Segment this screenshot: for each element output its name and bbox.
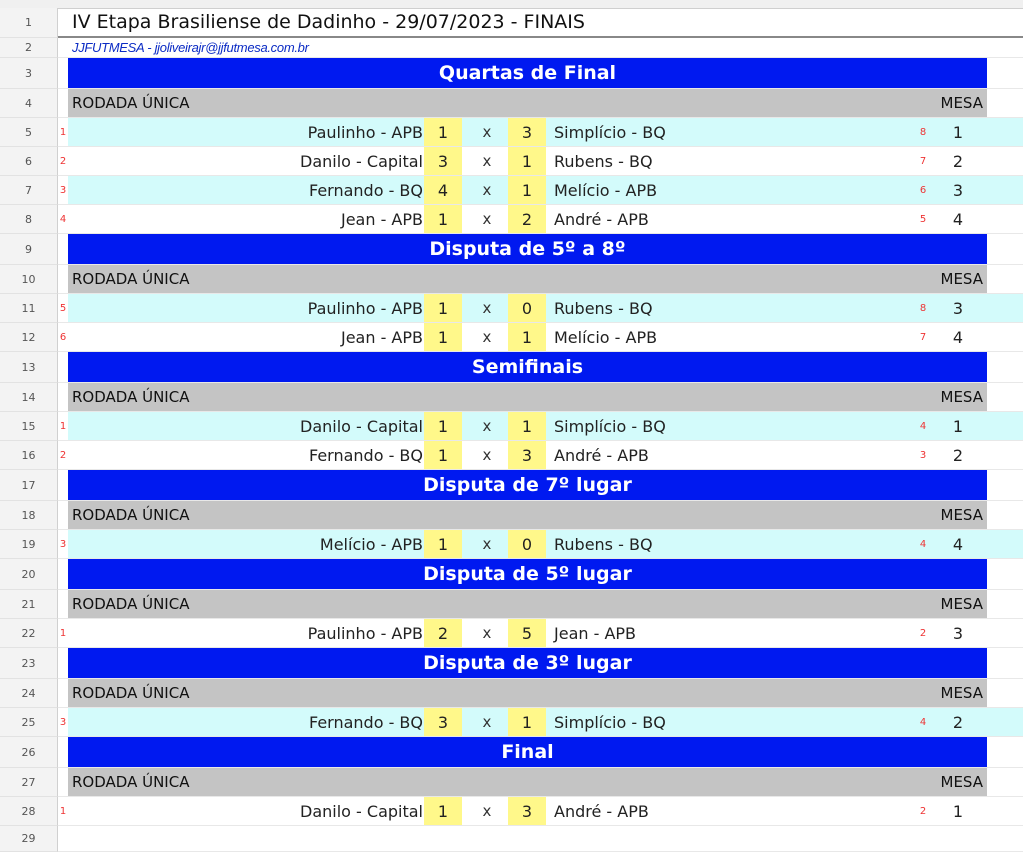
sheet-row xyxy=(0,708,1023,737)
player-home[interactable]: Jean - APB xyxy=(340,209,423,229)
versus-label[interactable]: x xyxy=(482,535,492,553)
mesa-label: MESA xyxy=(940,94,983,112)
sheet-row xyxy=(0,118,1023,147)
row-number[interactable]: 10 xyxy=(0,265,58,294)
seed-left[interactable]: 3 xyxy=(59,184,67,196)
score-home[interactable]: 2 xyxy=(424,619,462,647)
seed-right[interactable]: 7 xyxy=(919,155,927,167)
score-home[interactable]: 4 xyxy=(424,176,462,204)
row-number[interactable]: 14 xyxy=(0,383,58,412)
sheet-row xyxy=(0,470,1023,501)
mesa-label: MESA xyxy=(940,595,983,613)
versus-label[interactable]: x xyxy=(482,446,492,464)
row-cells[interactable] xyxy=(58,737,1023,768)
seed-left[interactable]: 6 xyxy=(59,331,67,343)
row-number[interactable]: 7 xyxy=(0,176,58,205)
stage-banner[interactable]: Semifinais xyxy=(68,352,987,382)
table-number[interactable]: 4 xyxy=(952,534,964,554)
player-away[interactable]: Melício - APB xyxy=(554,327,658,347)
sheet-row xyxy=(0,234,1023,265)
round-header[interactable] xyxy=(68,679,987,707)
seed-left[interactable]: 4 xyxy=(59,213,67,225)
row-cells[interactable] xyxy=(58,470,1023,501)
stage-banner[interactable]: Final xyxy=(68,737,987,767)
seed-right[interactable]: 8 xyxy=(919,126,927,138)
row-cells[interactable] xyxy=(58,797,1023,826)
row-number[interactable]: 5 xyxy=(0,118,58,147)
sheet-row xyxy=(0,8,1023,38)
score-away[interactable]: 1 xyxy=(508,708,546,736)
table-number[interactable]: 1 xyxy=(952,416,964,436)
round-label: RODADA ÚNICA xyxy=(72,94,190,112)
row-cells[interactable] xyxy=(58,412,1023,441)
row-cells[interactable] xyxy=(58,352,1023,383)
table-number[interactable]: 3 xyxy=(952,180,964,200)
player-home[interactable]: Paulinho - APB xyxy=(307,298,423,318)
sheet-row xyxy=(0,147,1023,176)
mesa-label: MESA xyxy=(940,506,983,524)
score-home[interactable]: 1 xyxy=(424,323,462,351)
round-label: RODADA ÚNICA xyxy=(72,773,190,791)
score-away[interactable]: 2 xyxy=(508,205,546,233)
table-number[interactable]: 2 xyxy=(952,445,964,465)
row-number[interactable]: 21 xyxy=(0,590,58,619)
row-number[interactable]: 6 xyxy=(0,147,58,176)
round-header[interactable] xyxy=(68,768,987,796)
sheet-row xyxy=(0,797,1023,826)
round-header[interactable] xyxy=(68,590,987,618)
row-number[interactable]: 9 xyxy=(0,234,58,265)
player-away[interactable]: André - APB xyxy=(554,445,649,465)
row-cells[interactable] xyxy=(58,619,1023,648)
row-number[interactable]: 23 xyxy=(0,648,58,679)
row-cells[interactable] xyxy=(58,530,1023,559)
player-away[interactable]: Simplício - BQ xyxy=(554,712,666,732)
table-number[interactable]: 1 xyxy=(952,801,964,821)
table-number[interactable]: 4 xyxy=(952,209,964,229)
player-away[interactable]: André - APB xyxy=(554,209,649,229)
seed-right[interactable]: 5 xyxy=(919,213,927,225)
sheet-row xyxy=(0,205,1023,234)
row-number[interactable]: 22 xyxy=(0,619,58,648)
row-number[interactable]: 4 xyxy=(0,89,58,118)
stage-banner[interactable]: Disputa de 7º lugar xyxy=(68,470,987,500)
row-cells[interactable] xyxy=(58,147,1023,176)
score-home[interactable]: 1 xyxy=(424,294,462,322)
sheet-row xyxy=(0,590,1023,619)
stage-banner[interactable]: Disputa de 5º a 8º xyxy=(68,234,987,264)
sheet-row xyxy=(0,352,1023,383)
row-cells[interactable] xyxy=(58,205,1023,234)
table-number[interactable]: 3 xyxy=(952,623,964,643)
score-away[interactable]: 0 xyxy=(508,294,546,322)
score-away[interactable]: 3 xyxy=(508,441,546,469)
seed-left[interactable]: 5 xyxy=(59,302,67,314)
row-cells[interactable] xyxy=(58,89,1023,118)
row-cells[interactable] xyxy=(58,501,1023,530)
versus-label[interactable]: x xyxy=(482,181,492,199)
score-home[interactable]: 1 xyxy=(424,530,462,558)
row-cells[interactable] xyxy=(58,58,1023,89)
seed-right[interactable]: 4 xyxy=(919,538,927,550)
sheet-row xyxy=(0,501,1023,530)
sheet-row xyxy=(0,383,1023,412)
seed-right[interactable]: 2 xyxy=(919,805,927,817)
round-label: RODADA ÚNICA xyxy=(72,388,190,406)
row-number[interactable]: 25 xyxy=(0,708,58,737)
sheet-row xyxy=(0,679,1023,708)
player-home[interactable]: Fernando - BQ xyxy=(308,712,423,732)
seed-right[interactable]: 4 xyxy=(919,716,927,728)
table-number[interactable]: 2 xyxy=(952,712,964,732)
player-home[interactable]: Paulinho - APB xyxy=(307,623,423,643)
sheet-row xyxy=(0,265,1023,294)
score-home[interactable]: 1 xyxy=(424,441,462,469)
seed-left[interactable]: 1 xyxy=(59,126,67,138)
mesa-label: MESA xyxy=(940,270,983,288)
row-number[interactable]: 19 xyxy=(0,530,58,559)
table-number[interactable]: 1 xyxy=(952,122,964,142)
sheet-row xyxy=(0,89,1023,118)
seed-left[interactable]: 2 xyxy=(59,449,67,461)
versus-label[interactable]: x xyxy=(482,328,492,346)
player-away[interactable]: Simplício - BQ xyxy=(554,416,666,436)
player-away[interactable]: Melício - APB xyxy=(554,180,658,200)
row-cells[interactable] xyxy=(58,679,1023,708)
sheet-row xyxy=(0,176,1023,205)
row-number[interactable]: 27 xyxy=(0,768,58,797)
row-cells[interactable] xyxy=(58,265,1023,294)
score-home[interactable]: 3 xyxy=(424,708,462,736)
sheet-row xyxy=(0,58,1023,89)
row-number[interactable]: 13 xyxy=(0,352,58,383)
player-away[interactable]: Rubens - BQ xyxy=(554,151,653,171)
row-number[interactable]: 15 xyxy=(0,412,58,441)
sheet-row xyxy=(0,737,1023,768)
versus-label[interactable]: x xyxy=(482,417,492,435)
seed-left[interactable]: 2 xyxy=(59,155,67,167)
row-cells[interactable] xyxy=(58,294,1023,323)
row-cells[interactable] xyxy=(58,176,1023,205)
player-home[interactable]: Danilo - Capital xyxy=(300,416,423,436)
row-cells[interactable] xyxy=(58,441,1023,470)
row-number[interactable]: 16 xyxy=(0,441,58,470)
round-label: RODADA ÚNICA xyxy=(72,595,190,613)
row-cells[interactable] xyxy=(58,8,1023,38)
seed-left[interactable]: 1 xyxy=(59,627,67,639)
stage-banner[interactable]: Disputa de 5º lugar xyxy=(68,559,987,589)
row-number[interactable]: 20 xyxy=(0,559,58,590)
seed-left[interactable]: 1 xyxy=(59,420,67,432)
row-cells[interactable] xyxy=(58,559,1023,590)
sheet-row xyxy=(0,441,1023,470)
row-number[interactable]: 1 xyxy=(0,8,58,38)
player-home[interactable]: Danilo - Capital xyxy=(300,151,423,171)
sheet-row xyxy=(0,559,1023,590)
row-number[interactable]: 17 xyxy=(0,470,58,501)
row-cells[interactable] xyxy=(58,383,1023,412)
seed-right[interactable]: 7 xyxy=(919,331,927,343)
sheet-row xyxy=(0,648,1023,679)
player-away[interactable]: Jean - APB xyxy=(554,623,637,643)
mesa-label: MESA xyxy=(940,684,983,702)
score-away[interactable]: 3 xyxy=(508,797,546,825)
score-away[interactable]: 1 xyxy=(508,176,546,204)
score-away[interactable]: 1 xyxy=(508,412,546,440)
stage-banner[interactable]: Disputa de 3º lugar xyxy=(68,648,987,678)
score-home[interactable]: 1 xyxy=(424,205,462,233)
versus-label[interactable]: x xyxy=(482,624,492,642)
seed-left[interactable]: 3 xyxy=(59,538,67,550)
player-away[interactable]: André - APB xyxy=(554,801,649,821)
row-number[interactable]: 29 xyxy=(0,826,58,852)
table-number[interactable]: 3 xyxy=(952,298,964,318)
player-home[interactable]: Paulinho - APB xyxy=(307,122,423,142)
contact-email[interactable]: JJFUTMESA - jjoliveirajr@jjfutmesa.com.br xyxy=(72,40,309,55)
round-label: RODADA ÚNICA xyxy=(72,506,190,524)
round-label: RODADA ÚNICA xyxy=(72,684,190,702)
sheet-row xyxy=(0,323,1023,352)
sheet-row xyxy=(0,826,1023,852)
score-home[interactable]: 3 xyxy=(424,147,462,175)
seed-right[interactable]: 6 xyxy=(919,184,927,196)
stage-banner[interactable]: Quartas de Final xyxy=(68,58,987,88)
score-away[interactable]: 3 xyxy=(508,118,546,146)
player-away[interactable]: Rubens - BQ xyxy=(554,534,653,554)
player-away[interactable]: Simplício - BQ xyxy=(554,122,666,142)
player-home[interactable]: Melício - APB xyxy=(319,534,423,554)
row-number[interactable]: 18 xyxy=(0,501,58,530)
sheet-row xyxy=(0,294,1023,323)
mesa-label: MESA xyxy=(940,773,983,791)
row-cells[interactable] xyxy=(58,708,1023,737)
round-header[interactable] xyxy=(68,383,987,411)
row-number[interactable]: 24 xyxy=(0,679,58,708)
seed-left[interactable]: 1 xyxy=(59,805,67,817)
seed-right[interactable]: 8 xyxy=(919,302,927,314)
row-number[interactable]: 12 xyxy=(0,323,58,352)
row-number[interactable]: 8 xyxy=(0,205,58,234)
player-home[interactable]: Fernando - BQ xyxy=(308,180,423,200)
versus-label[interactable]: x xyxy=(482,123,492,141)
player-home[interactable]: Jean - APB xyxy=(340,327,423,347)
row-number[interactable]: 3 xyxy=(0,58,58,89)
versus-label[interactable]: x xyxy=(482,210,492,228)
score-away[interactable]: 1 xyxy=(508,147,546,175)
sheet-row xyxy=(0,619,1023,648)
row-number[interactable]: 28 xyxy=(0,797,58,826)
round-header[interactable] xyxy=(68,89,987,117)
row-cells[interactable] xyxy=(58,768,1023,797)
row-cells[interactable] xyxy=(58,118,1023,147)
row-cells[interactable] xyxy=(58,826,1023,852)
versus-label[interactable]: x xyxy=(482,299,492,317)
row-cells[interactable] xyxy=(58,323,1023,352)
versus-label[interactable]: x xyxy=(482,802,492,820)
seed-right[interactable]: 2 xyxy=(919,627,927,639)
round-header[interactable] xyxy=(68,265,987,293)
row-cells[interactable] xyxy=(58,648,1023,679)
row-cells[interactable] xyxy=(58,38,1023,58)
row-cells[interactable] xyxy=(58,590,1023,619)
player-home[interactable]: Danilo - Capital xyxy=(300,801,423,821)
score-away[interactable]: 5 xyxy=(508,619,546,647)
row-number[interactable]: 2 xyxy=(0,38,58,58)
round-label: RODADA ÚNICA xyxy=(72,270,190,288)
sheet-row xyxy=(0,38,1023,58)
row-number[interactable]: 11 xyxy=(0,294,58,323)
versus-label[interactable]: x xyxy=(482,713,492,731)
sheet-row xyxy=(0,768,1023,797)
player-home[interactable]: Fernando - BQ xyxy=(308,445,423,465)
score-home[interactable]: 1 xyxy=(424,797,462,825)
table-number[interactable]: 2 xyxy=(952,151,964,171)
seed-right[interactable]: 4 xyxy=(919,420,927,432)
mesa-label: MESA xyxy=(940,388,983,406)
sheet-row xyxy=(0,530,1023,559)
sheet-title[interactable]: IV Etapa Brasiliense de Dadinho - 29/07/2023 - FINAIS xyxy=(72,11,585,33)
score-home[interactable]: 1 xyxy=(424,412,462,440)
table-number[interactable]: 4 xyxy=(952,327,964,347)
score-away[interactable]: 1 xyxy=(508,323,546,351)
round-header[interactable] xyxy=(68,501,987,529)
row-cells[interactable] xyxy=(58,234,1023,265)
row-number[interactable]: 26 xyxy=(0,737,58,768)
score-away[interactable]: 0 xyxy=(508,530,546,558)
score-home[interactable]: 1 xyxy=(424,118,462,146)
sheet-row xyxy=(0,412,1023,441)
player-away[interactable]: Rubens - BQ xyxy=(554,298,653,318)
seed-left[interactable]: 3 xyxy=(59,716,67,728)
versus-label[interactable]: x xyxy=(482,152,492,170)
seed-right[interactable]: 3 xyxy=(919,449,927,461)
